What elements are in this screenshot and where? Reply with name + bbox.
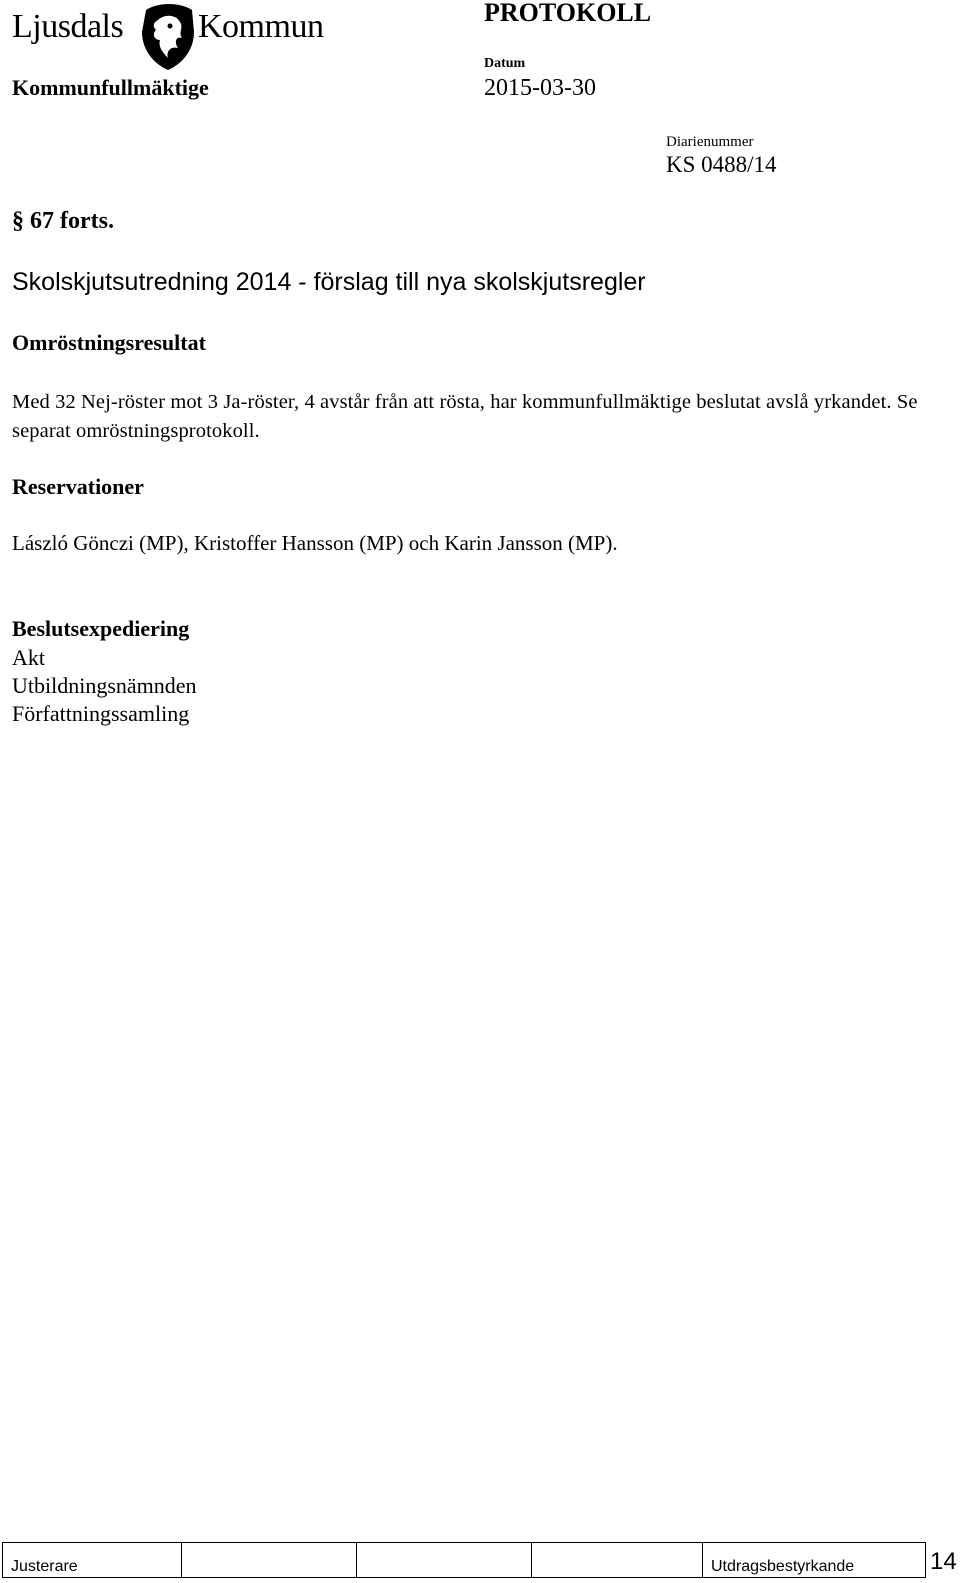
expedition-heading: Beslutsexpediering bbox=[12, 616, 190, 641]
date-value: 2015-03-30 bbox=[484, 75, 596, 101]
lion-crest-icon bbox=[136, 2, 200, 72]
signature-cell bbox=[182, 1543, 357, 1578]
document-type: PROTOKOLL bbox=[484, 0, 652, 27]
justerare-label: Justerare bbox=[11, 1558, 78, 1575]
expedition-item: Författningssamling bbox=[12, 701, 190, 726]
diary-number-value: KS 0488/14 bbox=[666, 152, 777, 177]
reservations-heading: Reservationer bbox=[12, 474, 144, 499]
utdrag-label: Utdragsbestyrkande bbox=[711, 1558, 855, 1575]
section-title: § 67 forts. bbox=[12, 208, 114, 234]
subject-title: Skolskjutsutredning 2014 - förslag till nya skolskjutsregler bbox=[12, 268, 646, 296]
reservations-text: László Gönczi (MP), Kristoffer Hansson (MP) och Karin Jansson (MP). bbox=[12, 531, 618, 555]
signature-cell bbox=[532, 1543, 703, 1578]
diary-number-label: Diarienummer bbox=[666, 134, 754, 150]
expedition-item: Akt bbox=[12, 645, 45, 670]
logo-text-left: Ljusdals bbox=[12, 8, 124, 45]
signature-cell bbox=[357, 1543, 532, 1578]
justerare-cell bbox=[3, 1543, 182, 1578]
signature-table bbox=[2, 1542, 926, 1578]
date-label: Datum bbox=[484, 56, 526, 71]
expedition-item: Utbildningsnämnden bbox=[12, 673, 197, 698]
page-footer bbox=[2, 1542, 958, 1583]
municipality-logo bbox=[12, 2, 334, 72]
utdrag-cell bbox=[703, 1543, 926, 1578]
committee-name: Kommunfullmäktige bbox=[12, 75, 209, 100]
page-number: 14 bbox=[930, 1548, 957, 1575]
logo-text-right: Kommun bbox=[198, 8, 324, 45]
vote-result-text: Med 32 Nej-röster mot 3 Ja-röster, 4 avstår från att rösta, har kommunfullmäktige beslutat avslå yrkandet. Se separat omröstningsprotokoll. bbox=[12, 391, 918, 442]
vote-result-heading: Omröstningsresultat bbox=[12, 330, 206, 355]
